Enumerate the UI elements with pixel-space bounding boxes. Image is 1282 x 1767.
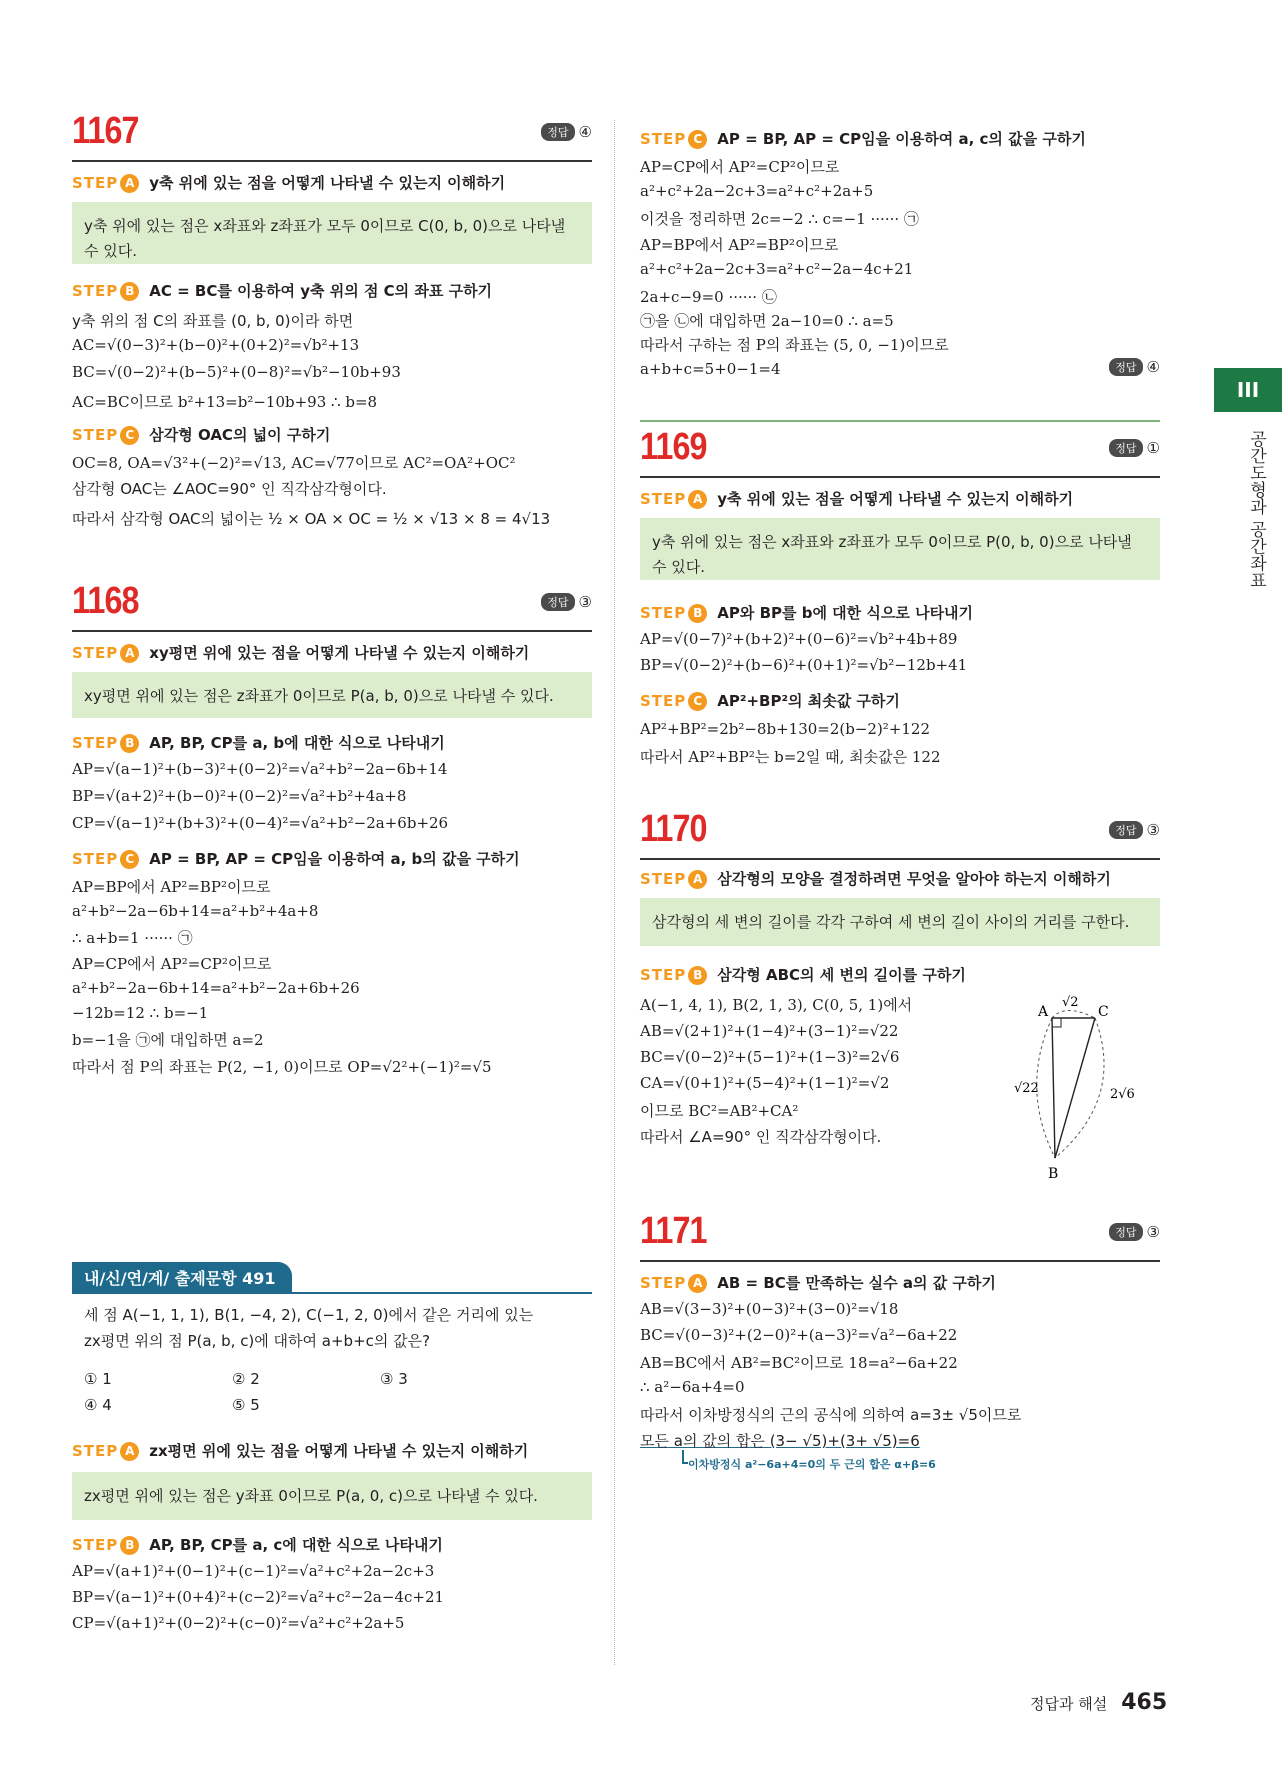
solution-line: 따라서 AP²+BP²는 b=2일 때, 최솟값은 122 (640, 748, 941, 766)
solution-line: OC=8, OA=√3²+(−2)²=√13, AC=√77이므로 AC²=OA²+OC² (72, 454, 516, 472)
hint-box: y축 위에 있는 점은 x좌표와 z좌표가 모두 0이므로 P(0, b, 0)으로 나타낼 수 있다. (640, 518, 1160, 580)
solution-line: 이것을 정리하면 2c=−2 ∴ c=−1 ······ ㉠ (640, 210, 919, 228)
divider-rule (640, 858, 1160, 860)
step-a-heading: STEP A AB = BC를 만족하는 실수 a의 값 구하기 (640, 1274, 996, 1292)
chapter-title: 공간도형과 공간좌표 (1246, 430, 1266, 589)
note-arrow (682, 1450, 688, 1464)
length-label-ab: √22 (1014, 1081, 1039, 1096)
answer-value: ④ (578, 123, 592, 141)
arc-bc (1055, 1018, 1104, 1158)
solution-line: CP=√(a−1)²+(b+3)²+(0−4)²=√a²+b²−2a+6b+26 (72, 814, 449, 832)
hint-box: zx평면 위에 있는 점은 y좌표 0이므로 P(a, 0, c)으로 나타낼 수 있다. (72, 1472, 592, 1520)
step-b-heading: STEP B AP, BP, CP를 a, c에 대한 식으로 나타내기 (72, 1536, 443, 1554)
step-c-heading: STEP C 삼각형 OAC의 넓이 구하기 (72, 426, 331, 444)
linked-question-header: 내/신/연/계/ 출제문항 491 (72, 1262, 292, 1294)
hint-box: xy평면 위에 있는 점은 z좌표가 0이므로 P(a, b, 0)으로 나타낼 수 있다. (72, 672, 592, 718)
solution-line: 따라서 점 P의 좌표는 P(2, −1, 0)이므로 OP=√2²+(−1)²=√5 (72, 1058, 492, 1076)
solution-line: a²+c²+2a−2c+3=a²+c²−2a−4c+21 (640, 260, 914, 278)
step-b-heading: STEP B AP와 BP를 b에 대한 식으로 나타내기 (640, 604, 974, 622)
solution-line: AB=√(3−3)²+(0−3)²+(3−0)²=√18 (640, 1300, 899, 1318)
solution-line: a+b+c=5+0−1=4 (640, 360, 781, 378)
hint-box: 삼각형의 세 변의 길이를 각각 구하여 세 변의 길이 사이의 거리를 구한다. (640, 898, 1160, 946)
question-text: zx평면 위의 점 P(a, b, c)에 대하여 a+b+c의 값은? (84, 1332, 431, 1350)
page-number: 465 (1121, 1690, 1168, 1715)
solution-line: AP=CP에서 AP²=CP²이므로 (640, 158, 840, 176)
solution-line: CA=√(0+1)²+(5−4)²+(1−1)²=√2 (640, 1074, 890, 1092)
solution-line: −12b=12 ∴ b=−1 (72, 1004, 209, 1022)
solution-line: 따라서 구하는 점 P의 좌표는 (5, 0, −1)이므로 (640, 336, 949, 354)
solution-line: ∴ a²−6a+4=0 (640, 1378, 745, 1396)
page-footer (1030, 1690, 1167, 1715)
solution-line: AP=CP에서 AP²=CP²이므로 (72, 955, 272, 973)
triangle-figure (1010, 988, 1160, 1188)
solution-line: BP=√(a+2)²+(b−0)²+(0−2)²=√a²+b²+4a+8 (72, 787, 407, 805)
question-text: 세 점 A(−1, 1, 1), B(1, −4, 2), C(−1, 2, 0)에서 같은 거리에 있는 (84, 1306, 534, 1324)
length-label-bc: 2√6 (1110, 1087, 1135, 1102)
solution-line: BC=√(0−2)²+(b−5)²+(0−8)²=√b²−10b+93 (72, 363, 401, 381)
solution-line: BC=√(0−2)²+(5−1)²+(1−3)²=2√6 (640, 1048, 900, 1066)
solution-line: AC=√(0−3)²+(b−0)²+(0+2)²=√b²+13 (72, 336, 360, 354)
solution-line: AP²+BP²=2b²−8b+130=2(b−2)²+122 (640, 720, 931, 738)
side-bc (1055, 1018, 1095, 1158)
solution-line: 따라서 ∠A=90° 인 직각삼각형이다. (640, 1128, 882, 1146)
vertex-label-c: C (1098, 1004, 1109, 1020)
hint-box: y축 위에 있는 점은 x좌표와 z좌표가 모두 0이므로 C(0, b, 0)으로 나타낼 수 있다. (72, 202, 592, 264)
answer-label: 정답 ③ (541, 593, 592, 611)
solution-line: 모든 a의 값의 합은 (3− √5)+(3+ √5)=6 (640, 1432, 920, 1450)
side-ab (1052, 1018, 1055, 1158)
divider-rule (640, 1260, 1160, 1262)
solution-line: AP=√(0−7)²+(b+2)²+(0−6)²=√b²+4b+89 (640, 630, 958, 648)
solution-line: AB=BC에서 AB²=BC²이므로 18=a²−6a+22 (640, 1354, 958, 1372)
solution-line: AP=√(a−1)²+(b−3)²+(0−2)²=√a²+b²−2a−6b+14 (72, 760, 448, 778)
step-b-heading: STEP B AP, BP, CP를 a, b에 대한 식으로 나타내기 (72, 734, 445, 752)
step-c-heading: STEP C AP²+BP²의 최솟값 구하기 (640, 692, 900, 710)
divider-rule (640, 476, 1160, 478)
vertex-label-a: A (1038, 1004, 1049, 1020)
answer-label (541, 123, 592, 141)
solution-line: A(−1, 4, 1), B(2, 1, 3), C(0, 5, 1)에서 (640, 996, 913, 1014)
solution-line: AP=BP에서 AP²=BP²이므로 (72, 878, 271, 896)
step-a-heading: STEP A zx평면 위에 있는 점을 어떻게 나타낼 수 있는지 이해하기 (72, 1442, 529, 1460)
divider-rule (72, 630, 592, 632)
answer-label: 정답 ③ (1109, 821, 1160, 839)
solution-line: AC=BC이므로 b²+13=b²−10b+93 ∴ b=8 (72, 393, 378, 411)
right-angle-mark (1052, 1018, 1061, 1027)
solution-line: a²+b²−2a−6b+14=a²+b²+4a+8 (72, 902, 319, 920)
solution-line: a²+c²+2a−2c+3=a²+c²+2a+5 (640, 182, 874, 200)
column-divider (614, 120, 615, 1665)
solution-line: a²+b²−2a−6b+14=a²+b²−2a+6b+26 (72, 979, 360, 997)
solution-line: 2a+c−9=0 ······ ㉡ (640, 288, 777, 306)
solution-line: AP=BP에서 AP²=BP²이므로 (640, 236, 839, 254)
solution-line: BP=√(a−1)²+(0+4)²+(c−2)²=√a²+c²−2a−4c+21 (72, 1588, 445, 1606)
vertex-label-b: B (1048, 1166, 1059, 1182)
step-b-heading: STEP B AC = BC를 이용하여 y축 위의 점 C의 좌표 구하기 (72, 282, 493, 300)
side-note: 이차방정식 a²−6a+4=0의 두 근의 합은 α+β=6 (688, 1458, 936, 1471)
divider-rule (72, 1292, 592, 1294)
solution-line: AP=√(a+1)²+(0−1)²+(c−1)²=√a²+c²+2a−2c+3 (72, 1562, 435, 1580)
answer-label: 정답 ③ (1109, 1223, 1160, 1241)
step-a-heading: STEP A y축 위에 있는 점을 어떻게 나타낼 수 있는지 이해하기 (640, 490, 1074, 508)
solution-line: AB=√(2+1)²+(1−4)²+(3−1)²=√22 (640, 1022, 899, 1040)
answer-badge: 정답 (541, 123, 574, 141)
step-a-heading: STEP A xy평면 위에 있는 점을 어떻게 나타낼 수 있는지 이해하기 (72, 644, 530, 662)
problem-number: 1169 (640, 426, 707, 468)
choice-1: ① 1 (84, 1370, 112, 1388)
problem-number: 1171 (640, 1210, 707, 1252)
divider-rule (640, 420, 1160, 422)
problem-number: 1170 (640, 808, 707, 850)
solution-line: y축 위의 점 C의 좌표를 (0, b, 0)이라 하면 (72, 312, 354, 330)
step-c-heading: STEP C AP = BP, AP = CP임을 이용하여 a, b의 값을 구하기 (72, 850, 520, 868)
step-b-heading: STEP B 삼각형 ABC의 세 변의 길이를 구하기 (640, 966, 966, 984)
solution-line: BP=√(0−2)²+(b−6)²+(0+1)²=√b²−12b+41 (640, 656, 968, 674)
chapter-tab: III (1214, 368, 1282, 412)
length-label-ac: √2 (1062, 995, 1079, 1010)
problem-number: 1168 (72, 580, 139, 622)
answer-label: 정답 ④ (1109, 358, 1160, 376)
solution-line: 따라서 이차방정식의 근의 공식에 의하여 a=3± √5이므로 (640, 1406, 1022, 1424)
step-a-heading: STEP A y축 위에 있는 점을 어떻게 나타낼 수 있는지 이해하기 (72, 174, 506, 192)
footer-label: 정답과 해설 (1030, 1695, 1108, 1713)
choice-5: ⑤ 5 (232, 1396, 260, 1414)
solution-line: CP=√(a+1)²+(0−2)²+(c−0)²=√a²+c²+2a+5 (72, 1614, 405, 1632)
choice-3: ③ 3 (380, 1370, 408, 1388)
step-c-heading: STEP C AP = BP, AP = CP임을 이용하여 a, c의 값을 구하기 (640, 130, 1086, 148)
linked-question-491 (72, 1262, 592, 1632)
solution-line: ∴ a+b=1 ······ ㉠ (72, 929, 193, 947)
solution-line: 이므로 BC²=AB²+CA² (640, 1102, 799, 1120)
choice-4: ④ 4 (84, 1396, 112, 1414)
solution-line: 삼각형 OAC는 ∠AOC=90° 인 직각삼각형이다. (72, 480, 387, 498)
answer-label: 정답 ① (1109, 439, 1160, 457)
solution-line: 따라서 삼각형 OAC의 넓이는 ½ × OA × OC = ½ × √13 × 8 = 4√13 (72, 510, 551, 528)
divider-rule (72, 160, 592, 162)
solution-line: b=−1을 ㉠에 대입하면 a=2 (72, 1031, 264, 1049)
choice-2: ② 2 (232, 1370, 260, 1388)
solution-line: BC=√(0−3)²+(2−0)²+(a−3)²=√a²−6a+22 (640, 1326, 958, 1344)
arc-ac (1052, 1011, 1095, 1019)
problem-number: 1167 (72, 110, 139, 152)
step-a-heading: STEP A 삼각형의 모양을 결정하려면 무엇을 알아야 하는지 이해하기 (640, 870, 1111, 888)
solution-line: ㉠을 ㉡에 대입하면 2a−10=0 ∴ a=5 (640, 312, 894, 330)
